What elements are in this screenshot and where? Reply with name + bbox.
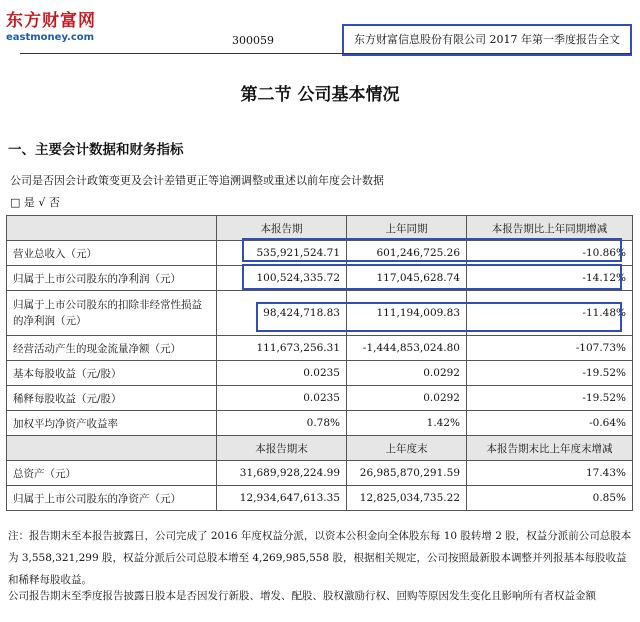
cell-change: -107.73% <box>467 336 633 361</box>
cell-current: 0.0235 <box>217 361 347 386</box>
table-row <box>7 241 633 266</box>
cell-current: 0.0235 <box>217 386 347 411</box>
restatement-question: 公司是否因会计政策变更及会计差错更正等追溯调整或重述以前年度会计数据 <box>10 174 384 187</box>
logo-text-cn: 东方财富网 <box>6 11 96 31</box>
eastmoney-logo[interactable] <box>6 6 126 46</box>
cell-change: -11.48% <box>467 291 633 336</box>
row-label: 归属于上市公司股东的净资产（元） <box>7 486 217 511</box>
cell-prior: 111,194,009.83 <box>347 291 467 336</box>
report-title: 东方财富信息股份有限公司 2017 年第一季度报告全文 <box>342 24 632 56</box>
cell-prior: 117,045,628.74 <box>347 266 467 291</box>
cell-period-end: 12,934,647,613.35 <box>217 486 347 511</box>
cell-current: 535,921,524.71 <box>217 241 347 266</box>
table-header-row <box>7 436 633 461</box>
cell-change: -19.52% <box>467 361 633 386</box>
row-label: 基本每股收益（元/股） <box>7 361 217 386</box>
table-header-cell: 上年同期 <box>347 216 467 241</box>
financial-table <box>6 215 633 511</box>
cell-current: 0.78% <box>217 411 347 436</box>
table-row <box>7 336 633 361</box>
cell-change: -10.86% <box>467 241 633 266</box>
cell-period-end: 31,689,928,224.99 <box>217 461 347 486</box>
table-row <box>7 461 633 486</box>
table-row <box>7 386 633 411</box>
logo-text-en: eastmoney.com <box>6 32 95 43</box>
subsection-title: 一、主要会计数据和财务指标 <box>8 142 184 158</box>
row-label: 稀释每股收益（元/股） <box>7 386 217 411</box>
cell-current: 100,524,335.72 <box>217 266 347 291</box>
table-row <box>7 486 633 511</box>
table-header-cell: 上年度末 <box>347 436 467 461</box>
cell-change: -0.64% <box>467 411 633 436</box>
table-row <box>7 266 633 291</box>
table-header-cell: 本报告期比上年同期增减 <box>467 216 633 241</box>
row-label: 归属于上市公司股东的扣除非经常性损益的净利润（元） <box>7 291 217 336</box>
cell-current: 111,673,256.31 <box>217 336 347 361</box>
cell-change: -19.52% <box>467 386 633 411</box>
table-header-cell: 本报告期 <box>217 216 347 241</box>
cell-prior: 601,246,725.26 <box>347 241 467 266</box>
cell-change: 17.43% <box>467 461 633 486</box>
row-label: 经营活动产生的现金流量净额（元） <box>7 336 217 361</box>
cell-prior: 1.42% <box>347 411 467 436</box>
header-divider <box>20 53 632 54</box>
table-header-row <box>7 216 633 241</box>
cell-change: 0.85% <box>467 486 633 511</box>
table-header-cell: 本报告期末 <box>217 436 347 461</box>
table-header-cell: 本报告期末比上年度末增减 <box>467 436 633 461</box>
cell-prior: -1,444,853,024.80 <box>347 336 467 361</box>
table-row <box>7 411 633 436</box>
row-label: 加权平均净资产收益率 <box>7 411 217 436</box>
table-header-cell <box>7 216 217 241</box>
cell-prior: 0.0292 <box>347 361 467 386</box>
row-label: 总资产（元） <box>7 461 217 486</box>
cell-prior-year-end: 12,825,034,735.22 <box>347 486 467 511</box>
row-label: 归属于上市公司股东的净利润（元） <box>7 266 217 291</box>
cell-current: 98,424,718.83 <box>217 291 347 336</box>
table-header-cell <box>7 436 217 461</box>
restatement-answer: □ 是 √ 否 <box>10 196 60 209</box>
section-title: 第二节 公司基本情况 <box>240 85 400 105</box>
table-row <box>7 291 633 336</box>
cell-prior: 0.0292 <box>347 386 467 411</box>
cell-change: -14.12% <box>467 266 633 291</box>
cell-prior-year-end: 26,985,870,291.59 <box>347 461 467 486</box>
share-capital-question: 公司报告期末至季度报告披露日股本是否因发行新股、增发、配股、股权激励行权、回购等原因发生变化且影响所有者权益金额 <box>8 590 596 602</box>
stock-code: 300059 <box>232 34 274 47</box>
table-row <box>7 361 633 386</box>
footnote: 注：报告期末至本报告披露日，公司完成了 2016 年度权益分派，以资本公积金向全体股东每 10 股转增 2 股，权益分派前公司总股本为 3,558,321,299 股，权益分派后公司总股本增至 4,269,985,558 股，根据相关规定，公司按照最新股本调整并列报基本每股收益和稀释每股收益。 <box>8 530 632 586</box>
row-label: 营业总收入（元） <box>7 241 217 266</box>
